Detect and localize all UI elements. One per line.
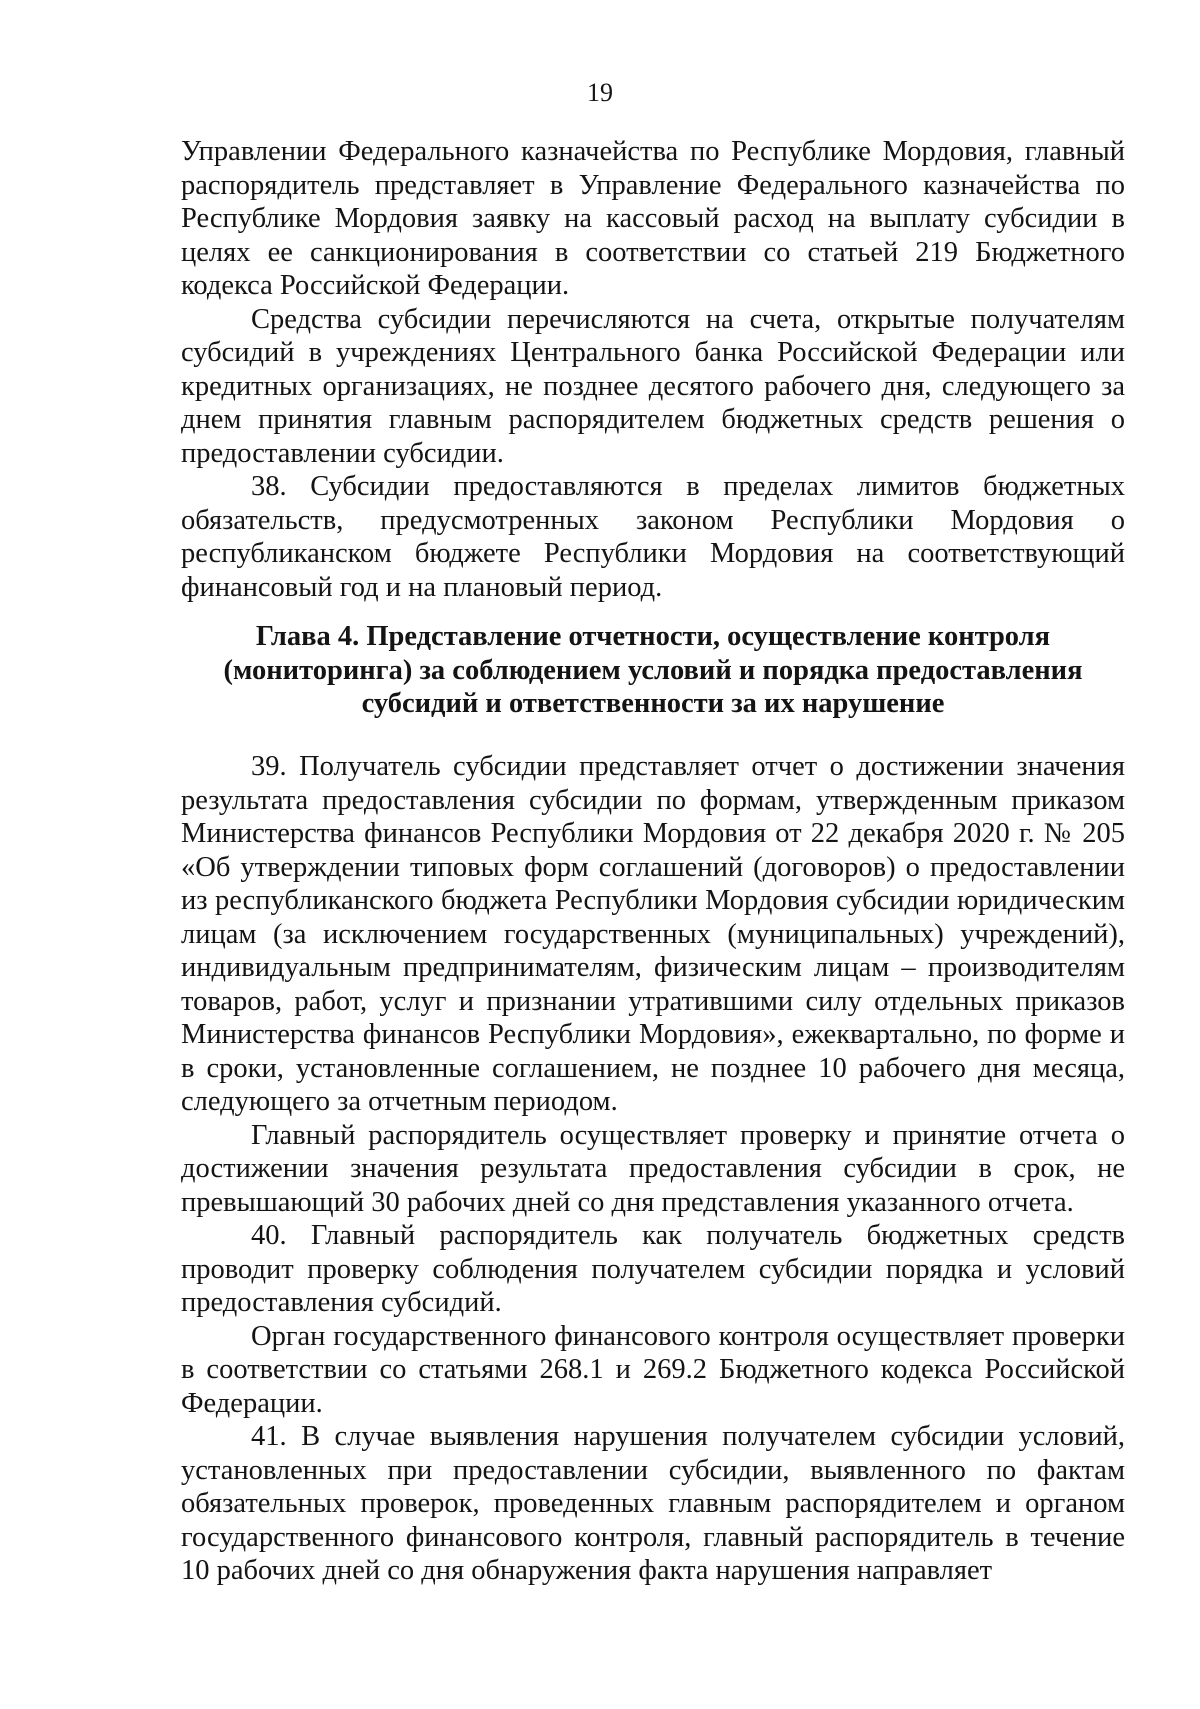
paragraph-38: 38. Субсидии предоставляются в пределах лимитов бюджетных обязательств, предусмотренных законом Республики Мордовия о республиканском бюджете Республики Мордовия на соответствующий финансовый год и на плановый период. <box>181 471 1125 603</box>
chapter-heading-line-2: (мониторинга) за соблюдением условий и порядка предоставления <box>223 654 1083 686</box>
bottom-text-block <box>181 750 1125 1588</box>
chapter-heading-line-3: субсидий и ответственности за их нарушение <box>361 688 945 719</box>
paragraph-40: 40. Главный распорядитель как получатель бюджетных средств проводит проверку соблюдения получателем субсидии порядка и условий предоставления субсидий. <box>181 1220 1125 1318</box>
paragraph-state-control: Орган государственного финансового контроля осуществляет проверки в соответствии со статьями 268.1 и 269.2 Бюджетного кодекса Российской Федерации. <box>181 1320 1125 1419</box>
paragraph-report-check: Главный распорядитель осуществляет проверку и принятие отчета о достижении значения результата предоставления субсидии в срок, не превышающий 30 рабочих дней со дня представления указанного отчета. <box>181 1119 1125 1218</box>
paragraph-41: 41. В случае выявления нарушения получателем субсидии условий, установленных при предоставлении субсидии, выявленного по фактам обязательных проверок, проведенных главным распорядителем и органом государственного финансового контроля, главный распорядитель в течение 10 рабочих дней со дня обнаружения факта нарушения направляет <box>181 1421 1125 1586</box>
paragraph-treasury-request: Управлении Федерального казначейства по Республике Мордовия, главный распорядитель представляет в Управление Федерального казначейства по Республике Мордовия заявку на кассовый расход на выплату субсидии в целях ее санкционирования в соответствии со статьей 219 Бюджетного кодекса Российской Федерации. <box>181 136 1125 301</box>
paragraph-transfer-funds: Средства субсидии перечисляются на счета, открытые получателям субсидий в учреждениях Центрального банка Российской Федерации или кредитных организациях, не позднее десятого рабочего дня, следующего за днем принятия главным распорядителем бюджетных средств решения о предоставлении субсидии. <box>181 303 1125 469</box>
chapter-4-heading <box>181 620 1125 721</box>
paragraph-39: 39. Получатель субсидии представляет отчет о достижении значения результата предоставления субсидии по формам, утвержденным приказом Министерства финансов Республики Мордовия от 22 декабря 2020 г. № 205 «Об утверждении типовых форм соглашений (договоров) о предоставлении из республиканского бюджета Республики Мордовия субсидии юридическим лицам (за исключением государственных (муниципальных) учреждений), индивидуальным предпринимателям, физическим лицам – производителям товаров, работ, услуг и признании утратившими силу отдельных приказов Министерства финансов Республики Мордовия», ежеквартально, по форме и в сроки, установленные соглашением, не позднее 10 рабочего дня месяца, следующего за отчетным периодом. <box>181 751 1125 1117</box>
page-number: 19 <box>587 78 613 107</box>
chapter-heading-line-1: Глава 4. Представление отчетности, осуществление контроля <box>255 621 1051 652</box>
top-text-block <box>181 135 1125 604</box>
